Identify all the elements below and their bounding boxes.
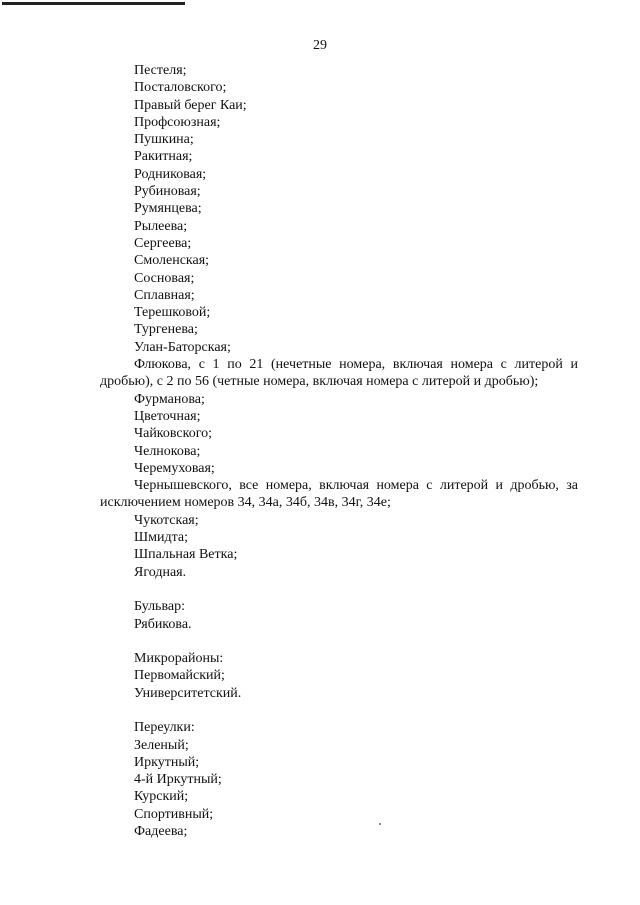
street-item: Ягодная. bbox=[134, 564, 187, 580]
street-item: Пушкина; bbox=[134, 132, 194, 148]
street-item: Смоленская; bbox=[134, 253, 210, 269]
street-item: Сергеева; bbox=[134, 235, 192, 251]
boulevard-section bbox=[100, 598, 578, 633]
street-item: Чукотская; bbox=[134, 512, 199, 528]
section-gap bbox=[100, 581, 578, 598]
microdistrict-item: Первомайский; bbox=[134, 668, 225, 684]
street-item: Челнокова; bbox=[134, 443, 201, 459]
street-item: Родниковая; bbox=[134, 166, 207, 182]
street-item: Рубиновая; bbox=[134, 184, 201, 200]
section-gap bbox=[100, 633, 578, 650]
street-item: Сосновая; bbox=[134, 270, 195, 286]
lane-item: Спортивный; bbox=[134, 806, 214, 822]
section-gap bbox=[100, 702, 578, 719]
lane-item: 4-й Иркутный; bbox=[134, 772, 222, 788]
top-rule bbox=[2, 2, 185, 5]
lane-item: Иркутный; bbox=[134, 754, 200, 770]
street-item: Профсоюзная; bbox=[134, 114, 221, 130]
street-item: Пестеля; bbox=[134, 63, 187, 78]
street-item: Тургенева; bbox=[134, 322, 198, 338]
street-item: Фурманова; bbox=[134, 391, 205, 407]
street-item: Рылеева; bbox=[134, 218, 188, 234]
street-item: Чайковского; bbox=[134, 426, 213, 442]
street-item: Правый берег Каи; bbox=[134, 97, 247, 113]
street-paragraph-flyukova: Флюкова, с 1 по 21 (нечетные номера, включая номера с литерой и дробью), с 2 по 56 (четные номера, включая номера с литерой и дробью); bbox=[100, 357, 578, 390]
lanes-section bbox=[100, 719, 578, 840]
street-item: Шмидта; bbox=[134, 530, 188, 546]
street-item: Цветочная; bbox=[134, 408, 201, 424]
microdistricts-heading: Микрорайоны: bbox=[134, 651, 224, 667]
microdistricts-section bbox=[100, 650, 578, 702]
lanes-heading: Переулки: bbox=[134, 720, 195, 736]
microdistrict-item: Университетский. bbox=[134, 685, 242, 701]
streets-list bbox=[100, 62, 578, 581]
document-body bbox=[100, 62, 578, 840]
lane-item: Зеленый; bbox=[134, 737, 189, 753]
lane-item: Фадеева; bbox=[134, 824, 188, 840]
street-item: Улан-Баторская; bbox=[134, 339, 231, 355]
street-item: Сплавная; bbox=[134, 287, 195, 303]
street-item: Посталовского; bbox=[134, 80, 227, 96]
street-item: Черемуховая; bbox=[134, 460, 215, 476]
street-item: Терешковой; bbox=[134, 305, 211, 321]
boulevard-heading: Бульвар: bbox=[134, 599, 185, 615]
lane-item: Курский; bbox=[134, 789, 189, 805]
street-paragraph-chernyshevskogo: Чернышевского, все номера, включая номера с литерой и дробью, за исключением номеров 34, 34а, 34б, 34в, 34г, 34е; bbox=[100, 478, 578, 511]
street-item: Румянцева; bbox=[134, 201, 202, 217]
boulevard-item: Рябикова. bbox=[134, 616, 192, 632]
street-item: Шпальная Ветка; bbox=[134, 547, 238, 563]
page-number: 29 bbox=[313, 38, 327, 53]
street-item: Ракитная; bbox=[134, 149, 193, 165]
scan-speck bbox=[379, 823, 381, 825]
